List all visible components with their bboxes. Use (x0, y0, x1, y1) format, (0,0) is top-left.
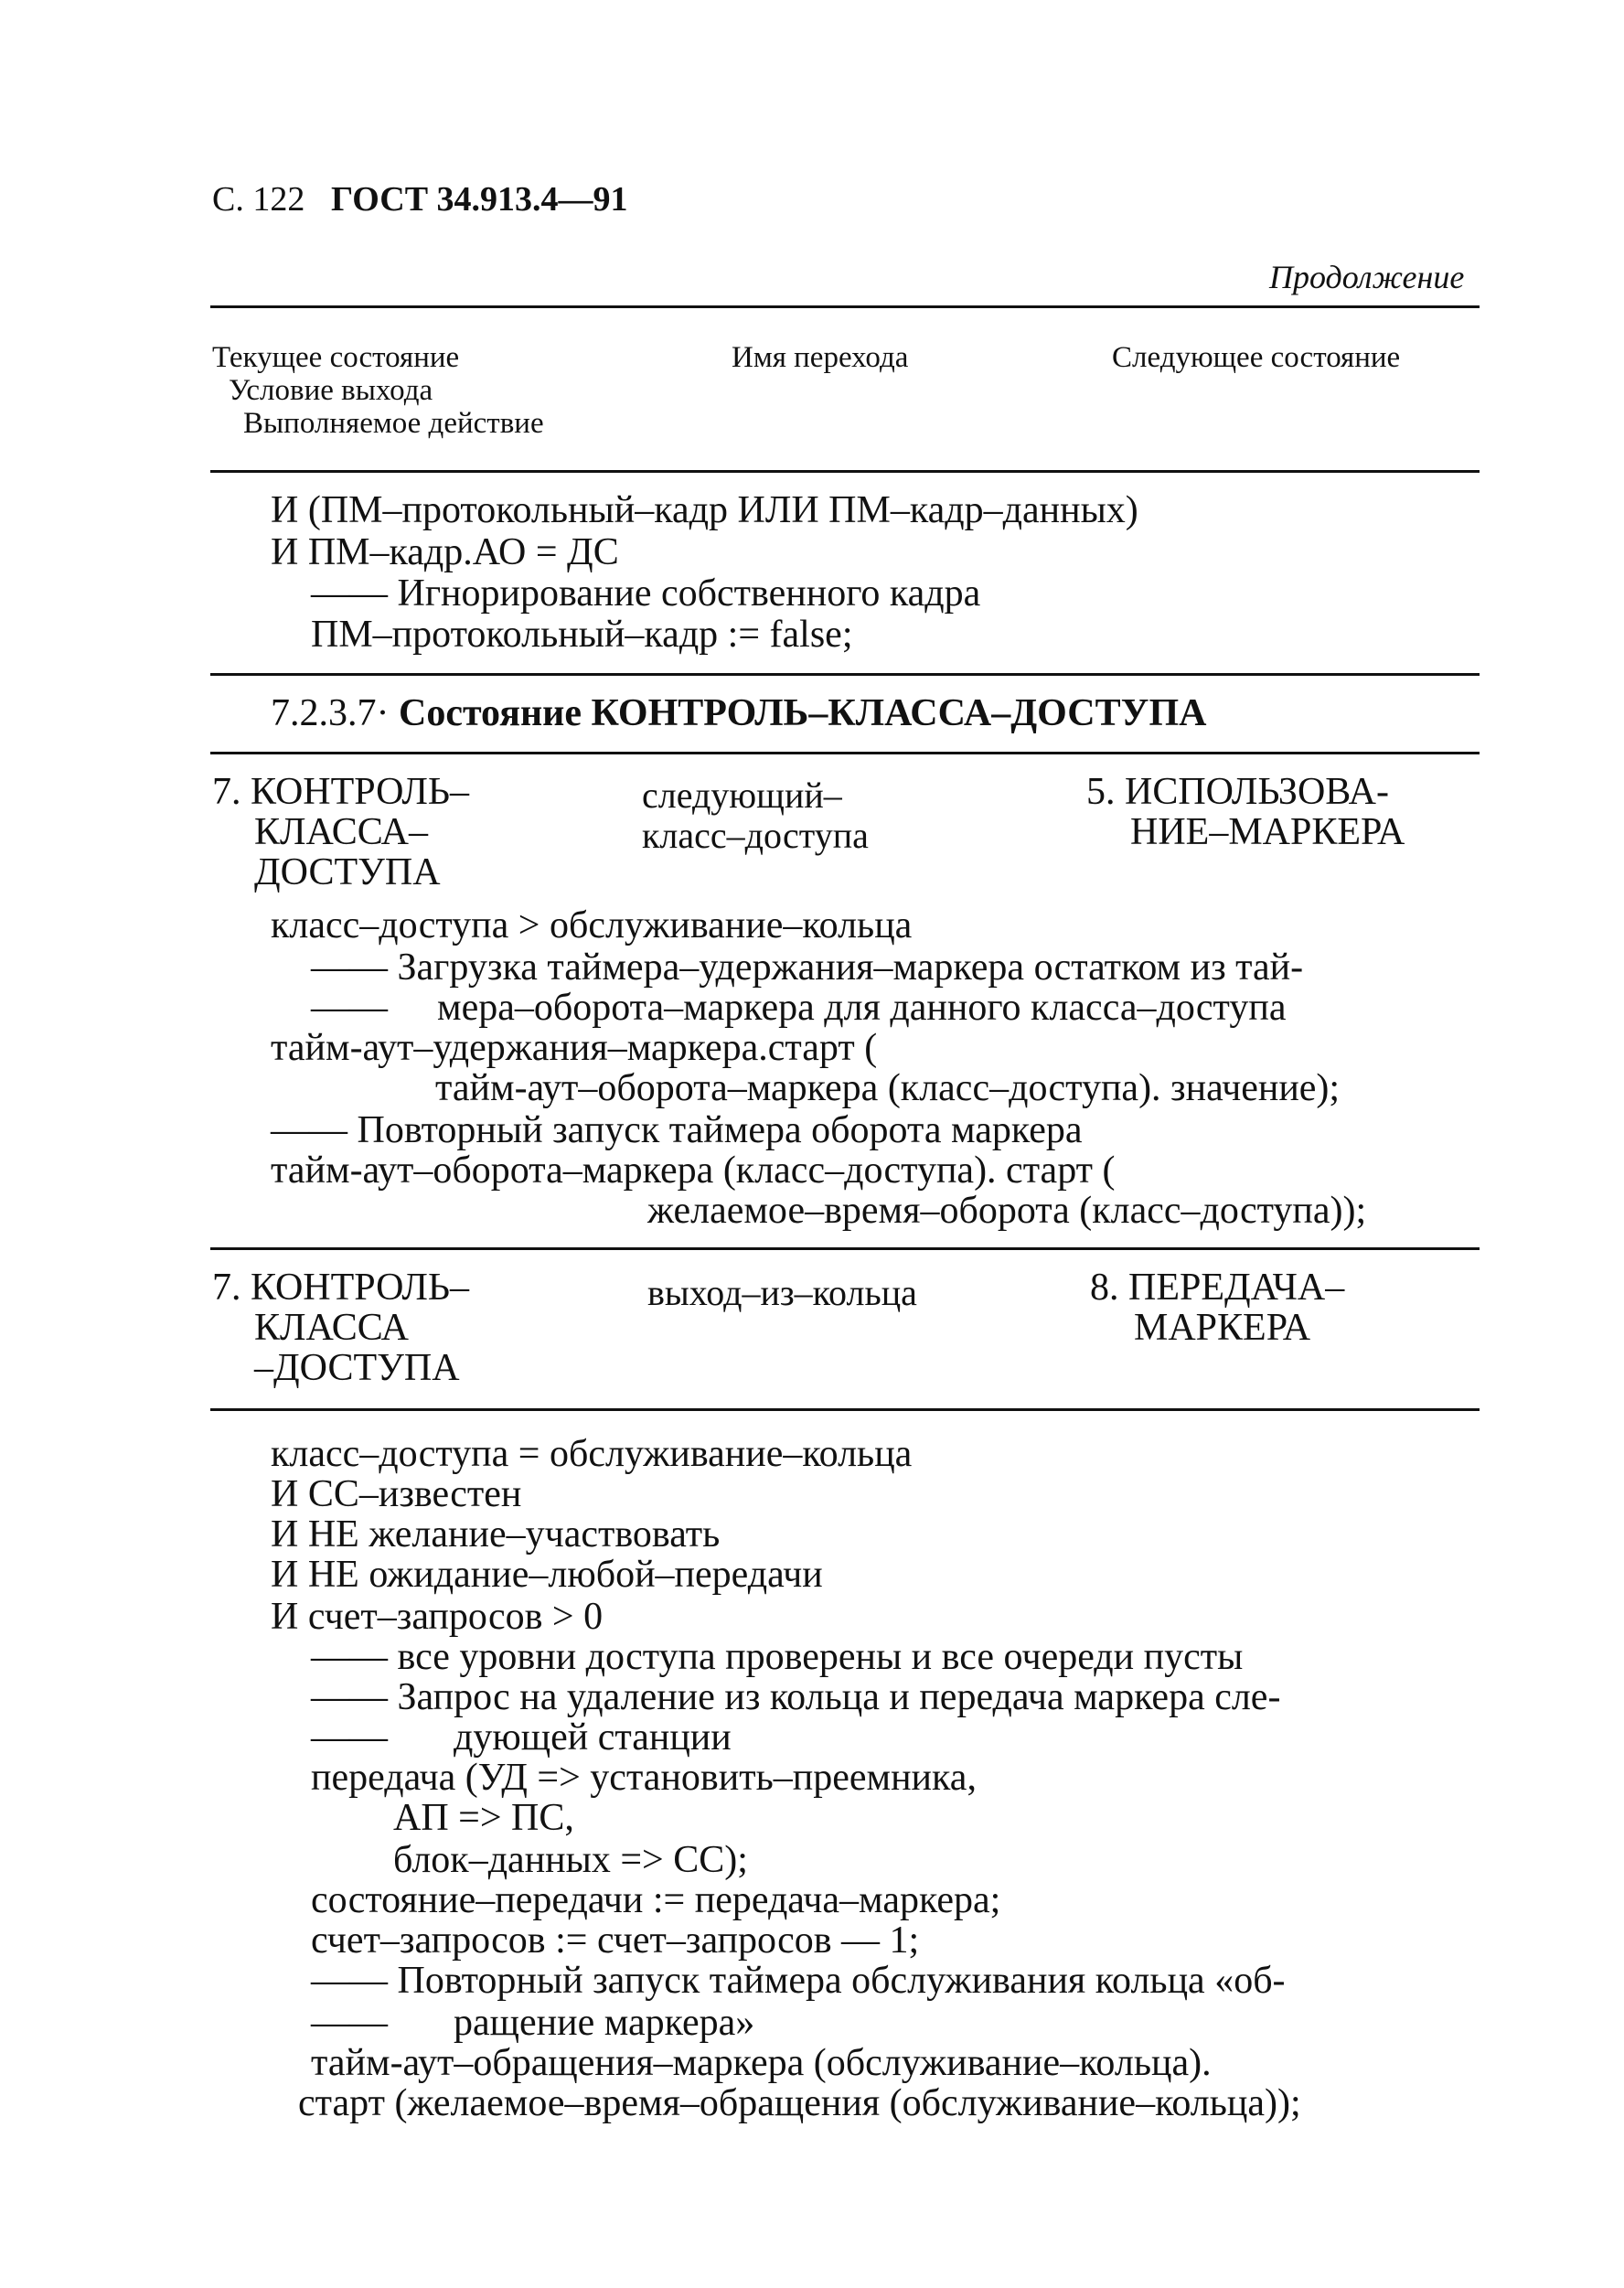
code-line: ПМ–протокольный–кадр := false; (311, 614, 853, 656)
comment-line: —— Запрос на удаление из кольца и передача маркера сле- (311, 1676, 1281, 1718)
code-line: класс–доступа > обслуживание–кольца (271, 904, 913, 946)
rule (210, 752, 1480, 754)
comment-line: —— Загрузка таймера–удержания–маркера остатком из тай- (311, 946, 1304, 989)
state-line: ДОСТУПА (254, 851, 441, 893)
header-transition-name: Имя перехода (732, 341, 909, 374)
comment-line: ращение маркера» (454, 2002, 755, 2044)
code-line: класс–доступа = обслуживание–кольца (271, 1433, 913, 1475)
name-line: класс–доступа (642, 815, 869, 856)
code-line: тайм-аут–оборота–маркера (класс–доступа). значение); (435, 1067, 1341, 1109)
code-line: И СС–известен (271, 1473, 522, 1515)
comment-line: —— Игнорирование собственного кадра (311, 572, 981, 615)
code-line: передача (УД => установить–преемника, (311, 1757, 977, 1799)
comment-dash: —— (311, 2002, 388, 2044)
code-line: старт (желаемое–время–обращения (обслуживание–кольца)); (298, 2082, 1301, 2124)
rule-top (210, 305, 1480, 308)
transition-next-state (1086, 772, 1405, 852)
comment-line: дующей станции (454, 1716, 732, 1759)
name-line: следующий– (642, 775, 842, 816)
code-line: тайм-аут–оборота–маркера (класс–доступа). старт ( (271, 1149, 1116, 1192)
header-current-state: Текущее состояние (212, 341, 460, 374)
state-line: МАРКЕРА (1134, 1307, 1311, 1349)
state-line: 5. ИСПОЛЬЗОВА- (1086, 771, 1389, 813)
rule (210, 673, 1480, 676)
code-line: АП => ПС, (393, 1797, 574, 1839)
section-title: Состояние КОНТРОЛЬ–КЛАССА–ДОСТУПА (399, 692, 1207, 734)
state-line: 7. КОНТРОЛЬ– (212, 771, 469, 813)
header-exit-condition: Условие выхода (229, 374, 433, 407)
transition-name (647, 1273, 917, 1313)
comment-line: —— все уровни доступа проверены и все очереди пусты (311, 1636, 1244, 1678)
rule (210, 1408, 1480, 1411)
page-reference: С. 122 (212, 180, 305, 219)
state-line: КЛАССА (254, 1307, 410, 1349)
transition-name (642, 775, 869, 856)
code-line: тайм-аут–удержания–маркера.старт ( (271, 1027, 878, 1069)
state-line: 7. КОНТРОЛЬ– (212, 1267, 469, 1309)
section-heading (271, 691, 1206, 735)
comment-line: —— Повторный запуск таймера оборота маркера (271, 1109, 1083, 1151)
code-line: желаемое–время–оборота (класс–доступа)); (647, 1190, 1367, 1232)
code-line: И НЕ ожидание–любой–передачи (271, 1554, 823, 1596)
standard-number: ГОСТ 34.913.4—91 (331, 180, 628, 219)
code-line: И счет–запросов > 0 (271, 1596, 604, 1638)
header-next-state: Следующее состояние (1112, 341, 1401, 374)
rule-header-bottom (210, 470, 1480, 473)
comment-line: мера–оборота–маркера для данного класса–доступа (437, 987, 1287, 1029)
code-line: И НЕ желание–участвовать (271, 1513, 721, 1556)
state-line: КЛАССА– (254, 811, 429, 853)
header-action: Выполняемое действие (243, 407, 544, 440)
state-line: –ДОСТУПА (254, 1347, 460, 1389)
state-line: 8. ПЕРЕДАЧА– (1090, 1267, 1345, 1309)
transition-next-state (1090, 1267, 1344, 1348)
code-line: И (ПМ–протокольный–кадр ИЛИ ПМ–кадр–данных) (271, 489, 1138, 531)
comment-dash: —— (311, 1716, 388, 1759)
transition-current-state (212, 1267, 469, 1388)
code-line: состояние–передачи := передача–маркера; (311, 1879, 1001, 1921)
code-line: И ПМ–кадр.АО = ДС (271, 531, 619, 573)
name-line: выход–из–кольца (647, 1272, 917, 1313)
code-line: тайм-аут–обращения–маркера (обслуживание–кольца). (311, 2042, 1212, 2084)
code-line: счет–запросов := счет–запросов — 1; (311, 1919, 920, 1962)
rule (210, 1247, 1480, 1250)
state-line: НИЕ–МАРКЕРА (1130, 811, 1405, 853)
comment-dash: —— (311, 987, 388, 1029)
transition-current-state (212, 772, 469, 893)
section-number: 7.2.3.7· (271, 692, 390, 734)
continuation-label: Продолжение (1269, 259, 1465, 295)
comment-line: —— Повторный запуск таймера обслуживания кольца «об- (311, 1960, 1286, 2002)
code-line: блок–данных => СС); (393, 1839, 748, 1881)
